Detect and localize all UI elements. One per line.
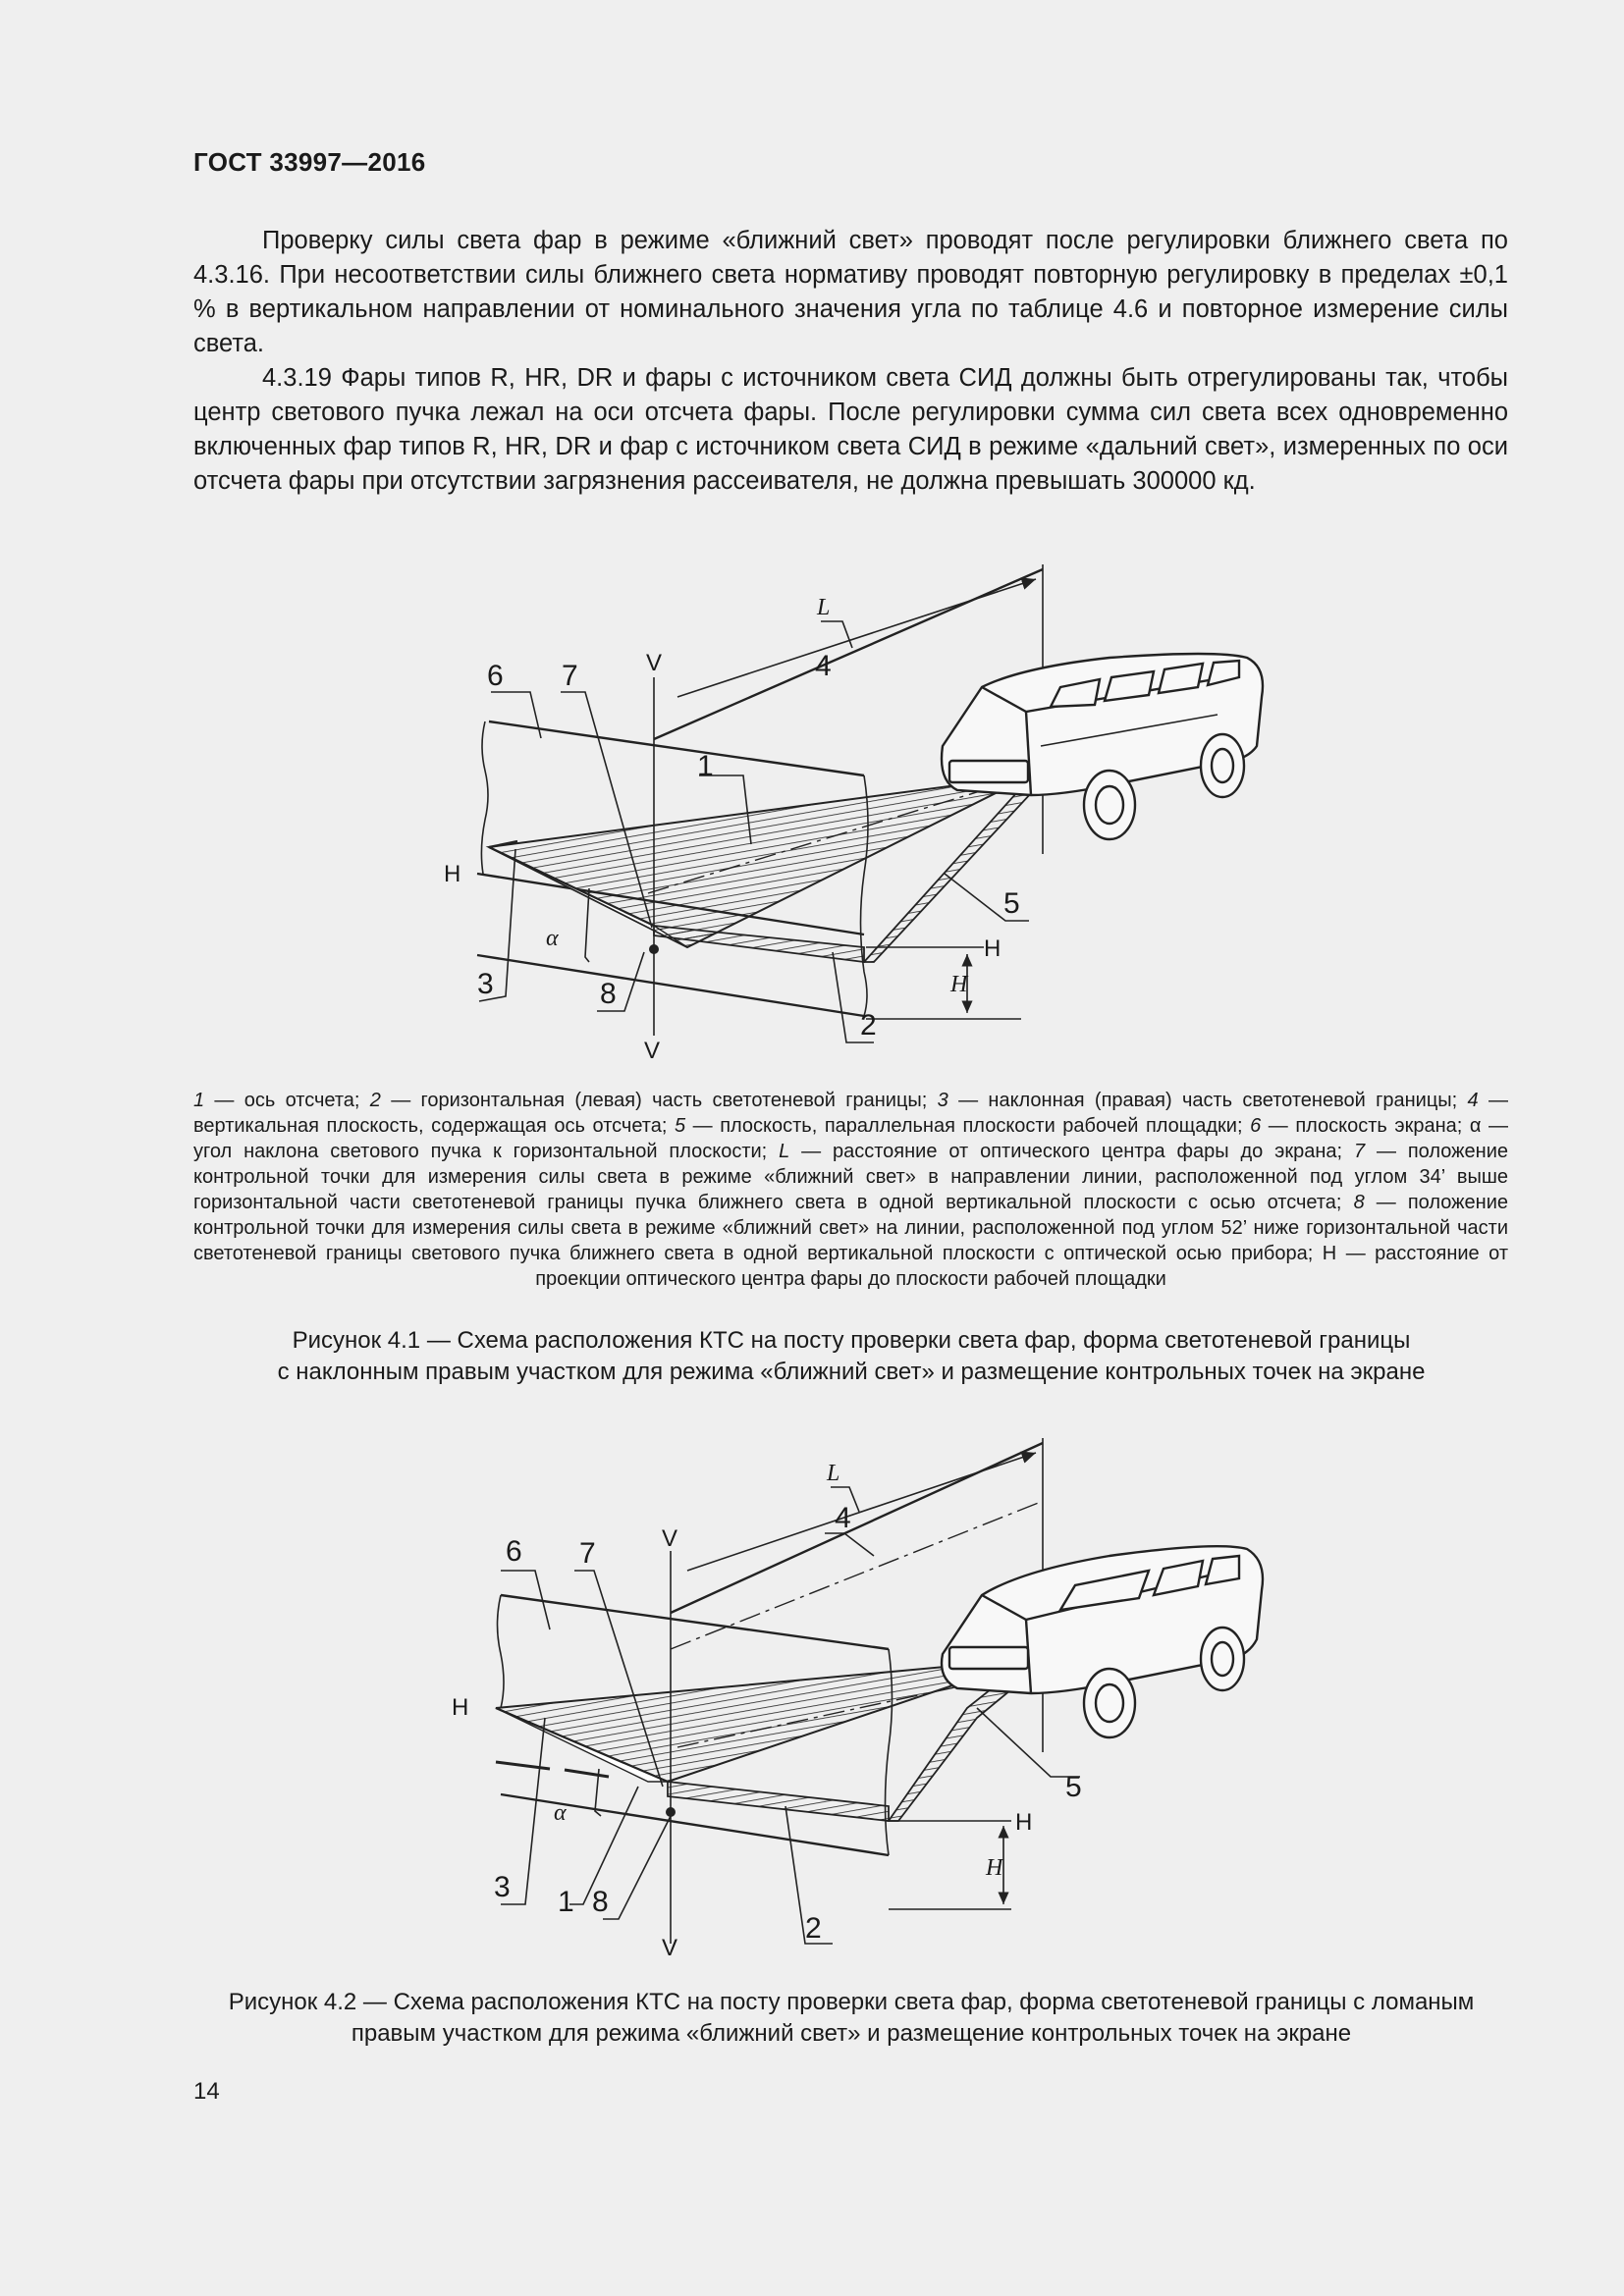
figure-4-2-caption bbox=[177, 1987, 1526, 2050]
control-point-8 bbox=[666, 1807, 676, 1817]
figure-4-1-legend: 1 — ось отсчета; 2 — горизонтальная (левая) часть светотеневой границы; 3 — наклонная (правая) часть светотеневой границы; 4 — вертикальная плоскость, содержащая ось отсчета; 5 — плоскость, параллельная плоскости рабочей площадки; 6 — плоскость экрана; α — угол наклона светового пучка к горизонтальной плоскости; L — расстояние от оптического центра фары до экрана; 7 — положение контрольной точки для измерения силы света в режиме «ближний свет» в направлении линии, расположенной под углом 34’ выше горизонтальной части светотеневой границы пучка ближнего света в одной вертикальной плоскости с осью отсчета; 8 — положение контрольной точки для измерения силы света в режиме «ближний свет» на линии, расположенной под углом 52’ ниже горизонтальной части светотеневой границы светового пучка ближнего света в одной вертикальной плоскости с оптической осью прибора; Н — расстояние от проекции оптического центра фары до плоскости рабочей площадки bbox=[193, 1090, 1509, 1290]
label-8: 8 bbox=[600, 978, 617, 1010]
label-4: 4 bbox=[835, 1502, 851, 1534]
label-1: 1 bbox=[697, 750, 714, 782]
label-v-bottom: V bbox=[662, 1935, 678, 1961]
figure-4-2 bbox=[0, 1423, 1624, 1973]
caption-line: с наклонным правым участком для режима «ближний свет» и размещение контрольных точек на экране bbox=[277, 1359, 1426, 1385]
label-2: 2 bbox=[860, 1009, 877, 1041]
figure-4-1-drawing bbox=[0, 550, 1624, 1060]
label-3: 3 bbox=[494, 1871, 511, 1903]
paragraph: Проверку силы света фар в режиме «ближний свет» проводят после регулировки ближнего света по 4.3.16. При несоответствии силы ближнего света нормативу проводят повторную регулировку в пределах ±0,1 % в вертикальном направлении от номинального значения угла по таблице 4.6 и повторное измерение силы света. bbox=[193, 227, 1508, 357]
label-v-bottom: V bbox=[644, 1038, 661, 1060]
control-point-8 bbox=[649, 944, 659, 954]
label-h-left: H bbox=[444, 861, 461, 887]
label-7: 7 bbox=[562, 660, 578, 692]
label-l: L bbox=[827, 1461, 840, 1486]
label-7: 7 bbox=[579, 1537, 596, 1570]
label-2: 2 bbox=[805, 1912, 822, 1945]
page-header: ГОСТ 33997—2016 bbox=[193, 147, 426, 177]
label-h-right: H bbox=[1015, 1809, 1033, 1836]
label-v-top: V bbox=[662, 1525, 678, 1552]
caption-line: правым участком для режима «ближний свет» и размещение контрольных точек на экране bbox=[351, 2020, 1352, 2047]
car-icon bbox=[942, 654, 1263, 839]
label-alpha: α bbox=[546, 926, 559, 951]
page-number: 14 bbox=[193, 2078, 220, 2105]
caption-line: Рисунок 4.1 — Схема расположения КТС на посту проверки света фар, форма светотеневой границы bbox=[292, 1327, 1411, 1354]
body-text bbox=[193, 224, 1508, 499]
paragraph: 4.3.19 Фары типов R, HR, DR и фары с источником света СИД должны быть отрегулированы так, чтобы центр светового пучка лежал на оси отсчета фары. После регулировки сумма сил света всех одновременно включенных фар типов R, HR, DR и фар с источником света СИД в режиме «дальний свет», измеренных по оси отсчета фары при отсутствии загрязнения рассеивателя, не должна превышать 300000 кд. bbox=[193, 364, 1508, 495]
label-h-dimension: H bbox=[950, 972, 968, 997]
label-5: 5 bbox=[1003, 887, 1020, 920]
figure-4-1 bbox=[0, 550, 1624, 1060]
caption-line: Рисунок 4.2 — Схема расположения КТС на посту проверки света фар, форма светотеневой границы с ломаным bbox=[228, 1989, 1475, 2015]
label-3: 3 bbox=[477, 968, 494, 1000]
beam-hatched-area bbox=[489, 775, 1031, 947]
label-8: 8 bbox=[592, 1886, 609, 1918]
figure-4-1-caption bbox=[177, 1325, 1526, 1388]
label-1: 1 bbox=[558, 1886, 574, 1918]
cutoff-left-band bbox=[668, 1782, 889, 1821]
label-5: 5 bbox=[1065, 1771, 1082, 1803]
label-v-top: V bbox=[646, 650, 663, 676]
label-h-dimension: H bbox=[986, 1855, 1003, 1881]
car-icon bbox=[942, 1546, 1263, 1737]
label-l: L bbox=[817, 595, 831, 620]
label-h-left: H bbox=[452, 1694, 469, 1721]
figure-4-2-drawing bbox=[0, 1423, 1624, 1973]
label-4: 4 bbox=[815, 650, 832, 682]
label-6: 6 bbox=[487, 660, 504, 692]
label-6: 6 bbox=[506, 1535, 522, 1568]
label-alpha: α bbox=[554, 1800, 567, 1826]
label-h-right: H bbox=[984, 935, 1001, 962]
